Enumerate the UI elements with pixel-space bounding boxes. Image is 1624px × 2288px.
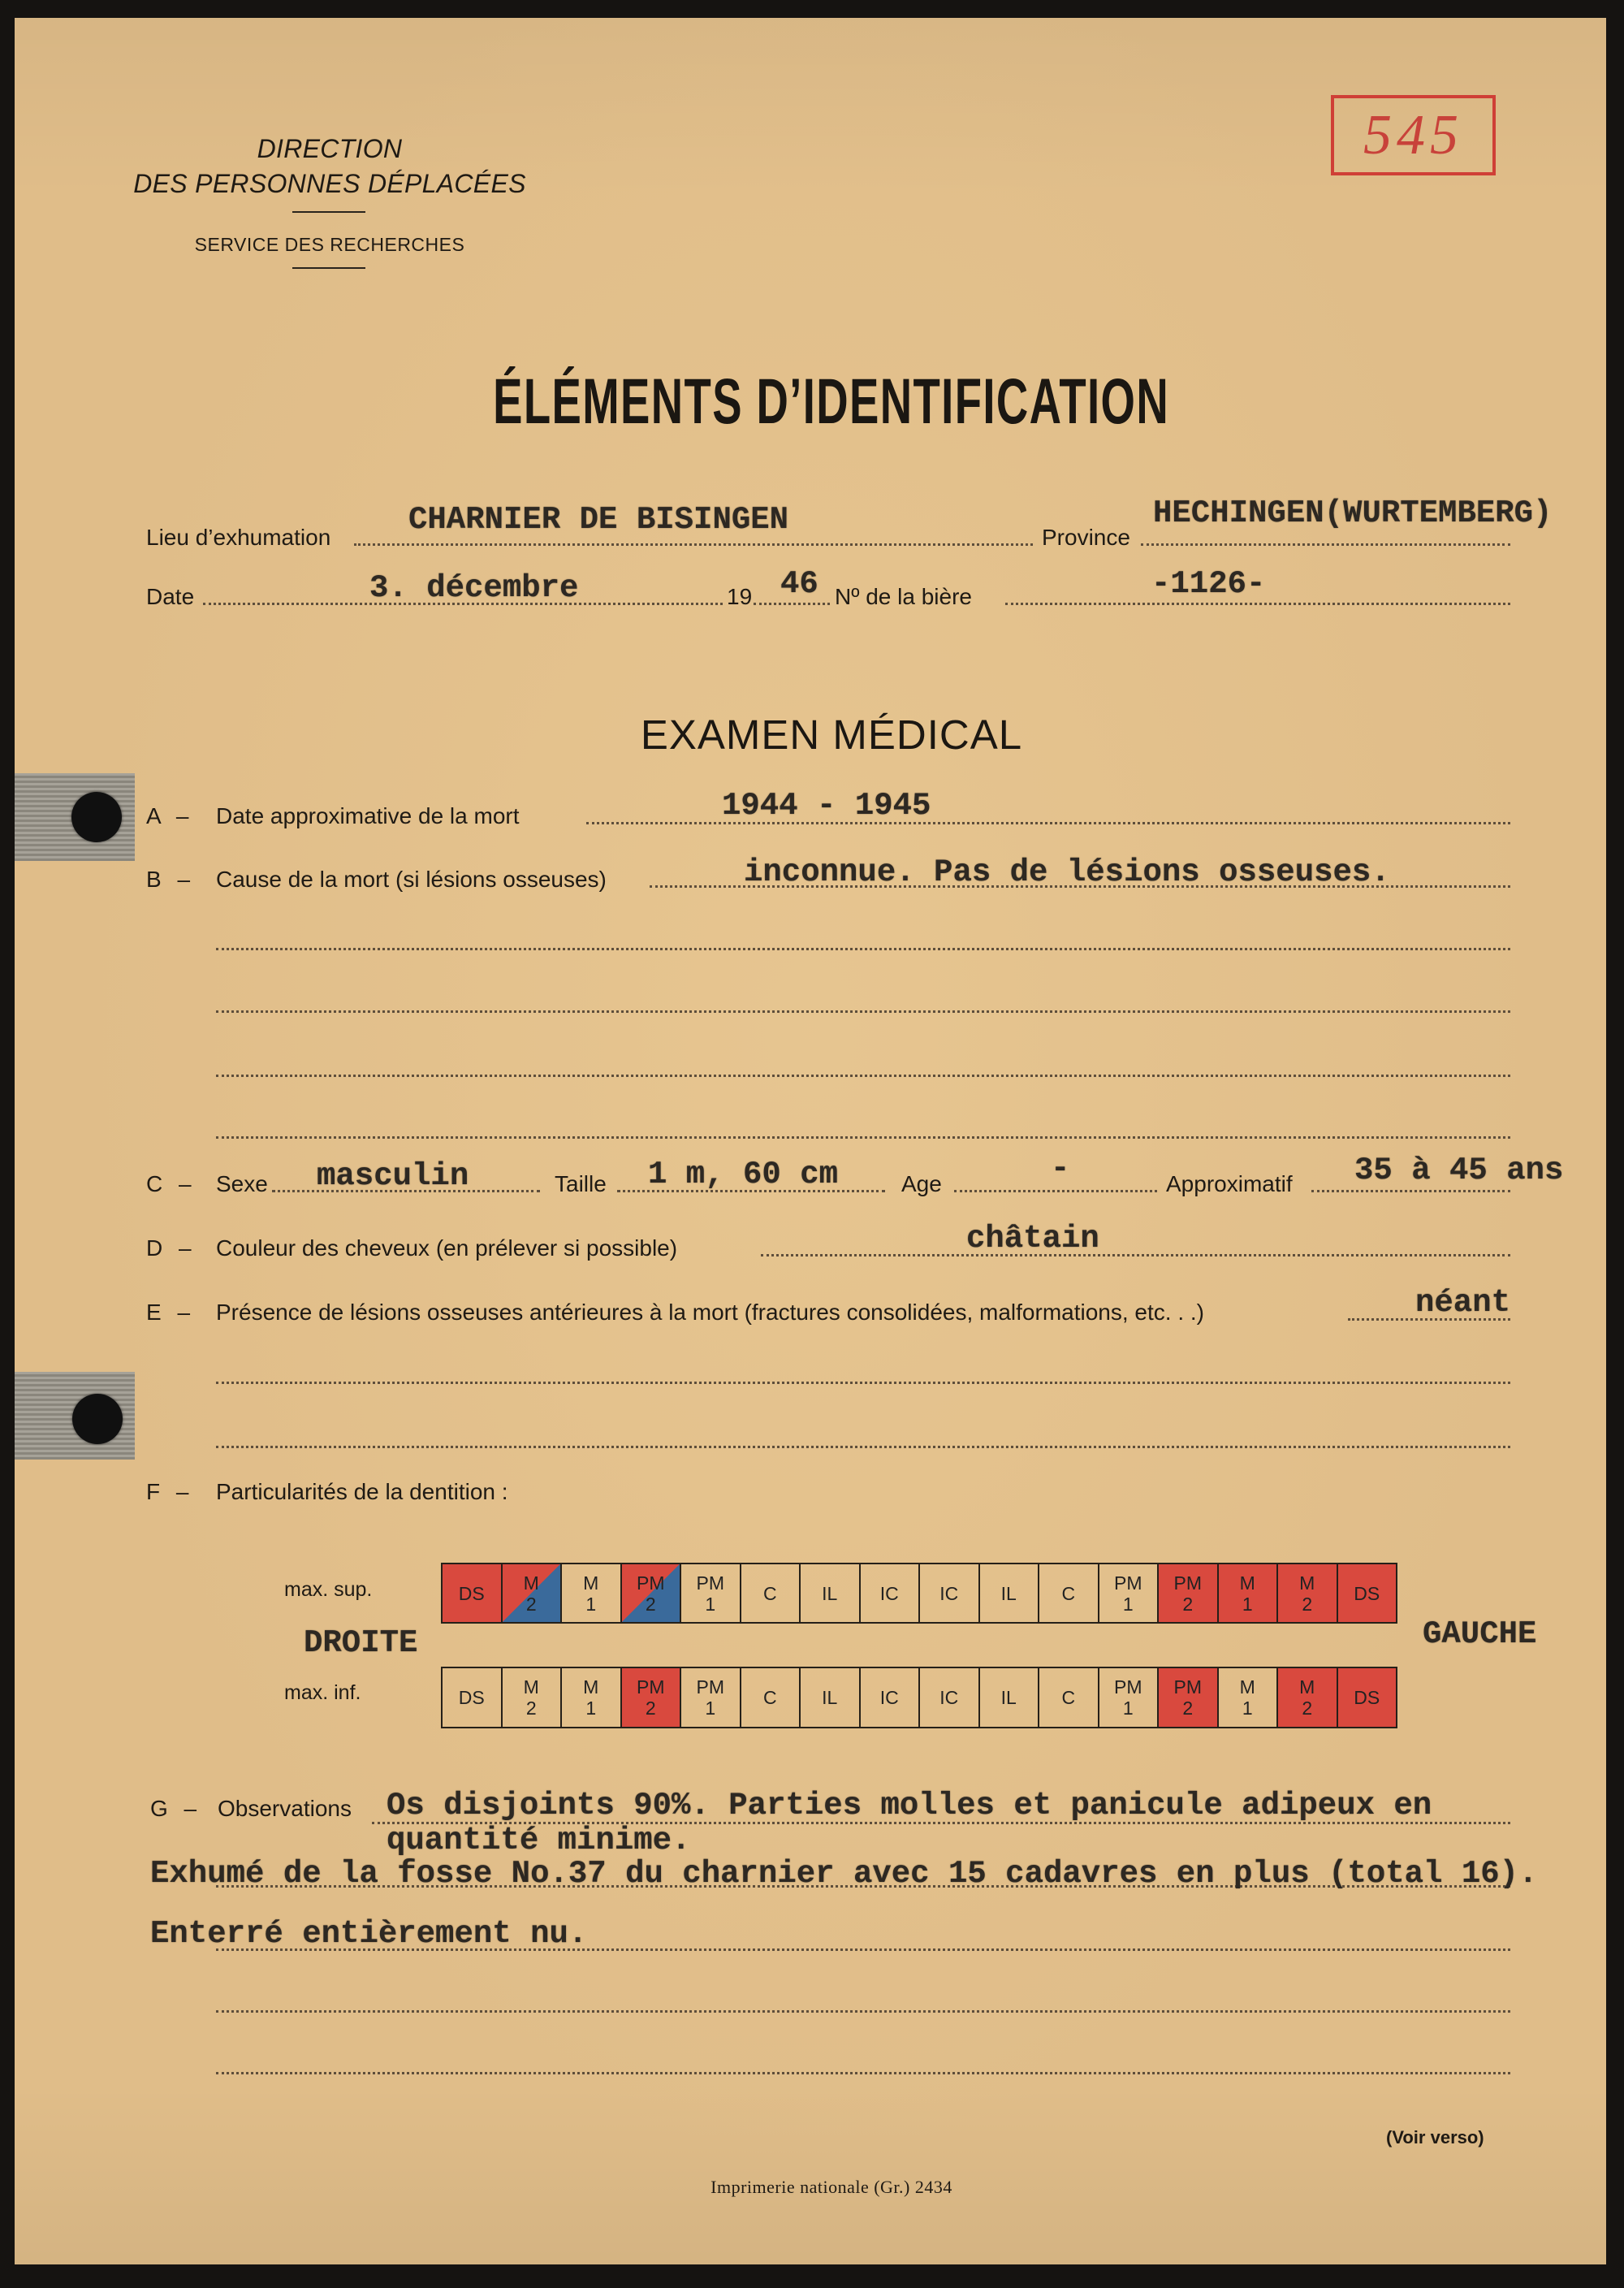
tooth-number: 1 xyxy=(705,1593,716,1615)
province-label: Province xyxy=(1042,525,1130,550)
upper-jaw-label: max. sup. xyxy=(284,1578,373,1601)
tooth-label: M xyxy=(1299,1676,1315,1698)
header-direction: DIRECTION xyxy=(257,134,403,163)
tooth-cell xyxy=(503,1564,563,1622)
page-title: ÉLÉMENTS D’IDENTIFICATION xyxy=(493,365,1170,437)
tooth-cell xyxy=(980,1668,1040,1727)
observation-line: Os disjoints 90%. Parties molles et panicule adipeux en xyxy=(387,1788,1432,1823)
tooth-cell xyxy=(1219,1564,1279,1622)
section-d-value: châtain xyxy=(966,1221,1099,1256)
section-f-prefix: F – xyxy=(146,1479,189,1504)
tooth-label: PM xyxy=(1173,1676,1202,1698)
tooth-label: PM xyxy=(1173,1572,1202,1594)
tooth-label: IC xyxy=(879,1582,899,1604)
section-d-dotted-line xyxy=(761,1254,1510,1256)
tooth-cell xyxy=(622,1564,682,1622)
tooth-label: M xyxy=(583,1572,599,1594)
tooth-cell xyxy=(1338,1668,1398,1727)
tooth-cell xyxy=(741,1564,801,1622)
tooth-label: PM xyxy=(696,1572,724,1594)
tooth-cell xyxy=(1099,1668,1160,1727)
tooth-cell xyxy=(1099,1564,1160,1622)
left-side-label: GAUCHE xyxy=(1423,1616,1537,1652)
tooth-number: 1 xyxy=(1122,1593,1134,1615)
tooth-label: PM xyxy=(1114,1676,1142,1698)
tooth-cell xyxy=(443,1564,503,1622)
dental-chart-lower xyxy=(441,1667,1397,1728)
tooth-cell xyxy=(980,1564,1040,1622)
dental-chart-upper xyxy=(441,1563,1397,1624)
section-g-label: Observations xyxy=(218,1796,352,1821)
observations-dotted-line xyxy=(216,2072,1510,2074)
year-prefix: 19 xyxy=(727,584,753,609)
tooth-label: IL xyxy=(1000,1582,1017,1604)
tooth-cell xyxy=(920,1564,980,1622)
approx-dotted-line xyxy=(1311,1190,1510,1192)
year-dotted-line xyxy=(754,603,830,605)
tooth-label: IC xyxy=(879,1687,899,1708)
tooth-label: PM xyxy=(1114,1572,1142,1594)
tooth-label: C xyxy=(762,1582,777,1604)
province-dotted-line xyxy=(1141,543,1510,546)
height-value: 1 m, 60 cm xyxy=(648,1157,839,1192)
tooth-label: IC xyxy=(939,1687,959,1708)
blank-dotted-line xyxy=(216,1136,1510,1139)
tooth-label: C xyxy=(1061,1582,1076,1604)
tooth-number: 2 xyxy=(1182,1698,1194,1719)
tooth-cell xyxy=(861,1564,921,1622)
tooth-number: 2 xyxy=(525,1698,537,1719)
tooth-label: DS xyxy=(458,1687,485,1708)
tooth-number: 1 xyxy=(1122,1698,1134,1719)
section-d-prefix: D – xyxy=(146,1235,192,1261)
see-back-note: (Voir verso) xyxy=(1386,2127,1484,2147)
tooth-label: M xyxy=(583,1676,599,1698)
tooth-label: M xyxy=(523,1676,539,1698)
tooth-label: IL xyxy=(1000,1687,1017,1708)
tooth-label: PM xyxy=(637,1572,665,1594)
sex-label: Sexe xyxy=(216,1171,268,1196)
tooth-label: PM xyxy=(637,1676,665,1698)
section-b-value: inconnue. Pas de lésions osseuses. xyxy=(744,854,1390,890)
punch-hole-top xyxy=(71,792,122,842)
tooth-cell xyxy=(1219,1668,1279,1727)
blank-dotted-line xyxy=(216,948,1510,950)
file-number: 545 xyxy=(1363,103,1463,167)
tooth-label: DS xyxy=(1354,1687,1380,1708)
date-label: Date xyxy=(146,584,195,609)
tooth-number: 2 xyxy=(1182,1593,1194,1615)
tooth-label: M xyxy=(1299,1572,1315,1594)
blank-dotted-line xyxy=(216,1075,1510,1077)
height-label: Taille xyxy=(555,1171,607,1196)
tooth-cell xyxy=(503,1668,563,1727)
tooth-cell xyxy=(920,1668,980,1727)
tooth-cell xyxy=(1338,1564,1398,1622)
tooth-label: PM xyxy=(696,1676,724,1698)
tooth-cell xyxy=(681,1564,741,1622)
section-f-label: Particularités de la dentition : xyxy=(216,1479,508,1504)
tooth-cell xyxy=(681,1668,741,1727)
age-label: Age xyxy=(901,1171,942,1196)
year-value: 46 xyxy=(780,566,818,602)
tooth-cell xyxy=(801,1668,861,1727)
coffin-label: Nº de la bière xyxy=(835,584,972,609)
printer-imprint: Imprimerie nationale (Gr.) 2434 xyxy=(710,2177,952,2197)
tooth-number: 2 xyxy=(525,1593,537,1615)
tooth-label: M xyxy=(1239,1572,1255,1594)
file-number-box xyxy=(1331,95,1496,175)
section-a-label: Date approximative de la mort xyxy=(216,803,520,828)
tooth-number: 1 xyxy=(1242,1698,1253,1719)
sex-value: masculin xyxy=(317,1158,469,1194)
blank-dotted-line xyxy=(216,1010,1510,1013)
coffin-value: -1126- xyxy=(1151,566,1266,602)
observations-dotted-line xyxy=(216,2010,1510,2013)
age-value: - xyxy=(1051,1151,1070,1187)
place-label: Lieu d’exhumation xyxy=(146,525,331,550)
tooth-cell xyxy=(1039,1564,1099,1622)
observation-line: Enterré entièrement nu. xyxy=(150,1916,588,1952)
tooth-cell xyxy=(622,1668,682,1727)
approx-value: 35 à 45 ans xyxy=(1354,1153,1564,1188)
observation-line: Exhumé de la fosse No.37 du charnier avec 15 cadavres en plus (total 16). xyxy=(150,1856,1538,1892)
province-value: HECHINGEN(WURTEMBERG) xyxy=(1153,495,1553,531)
age-dotted-line xyxy=(954,1190,1157,1192)
tooth-number: 2 xyxy=(645,1593,656,1615)
section-g-prefix: G – xyxy=(150,1796,197,1821)
tooth-cell xyxy=(562,1668,622,1727)
tooth-label: M xyxy=(523,1572,539,1594)
place-dotted-line xyxy=(354,543,1033,546)
header-department: DES PERSONNES DÉPLACÉES xyxy=(133,169,526,198)
tooth-cell xyxy=(1159,1564,1219,1622)
section-e-prefix: E – xyxy=(146,1300,191,1325)
coffin-dotted-line xyxy=(1005,603,1510,605)
punch-hole-bottom xyxy=(72,1394,123,1444)
section-e-label: Présence de lésions osseuses antérieures à la mort (fractures consolidées, malformations, etc. . .) xyxy=(216,1300,1204,1325)
tooth-number: 2 xyxy=(1302,1698,1313,1719)
tooth-label: M xyxy=(1239,1676,1255,1698)
exam-title: EXAMEN MÉDICAL xyxy=(640,711,1023,758)
tooth-number: 1 xyxy=(585,1593,597,1615)
exam-title-wrap xyxy=(0,711,1624,758)
right-side-label: DROITE xyxy=(304,1625,418,1661)
tooth-cell xyxy=(741,1668,801,1727)
observation-line: quantité minime. xyxy=(387,1823,691,1858)
tooth-number: 1 xyxy=(585,1698,597,1719)
approx-label: Approximatif xyxy=(1166,1171,1293,1196)
tooth-label: C xyxy=(1061,1687,1076,1708)
blank-dotted-line xyxy=(216,1382,1510,1384)
tooth-cell xyxy=(1278,1564,1338,1622)
section-e-value: néant xyxy=(1415,1285,1511,1321)
tooth-label: DS xyxy=(458,1582,485,1604)
date-value: 3. décembre xyxy=(369,570,579,606)
tooth-cell xyxy=(443,1668,503,1727)
tooth-label: DS xyxy=(1354,1582,1380,1604)
header-service: SERVICE DES RECHERCHES xyxy=(194,234,465,255)
section-c-prefix: C – xyxy=(146,1171,192,1196)
printer-imprint-wrap xyxy=(0,2178,1624,2197)
header-divider xyxy=(292,267,365,269)
tooth-label: IC xyxy=(939,1582,959,1604)
header-divider xyxy=(292,211,365,213)
tooth-cell xyxy=(861,1668,921,1727)
tooth-number: 2 xyxy=(645,1698,656,1719)
section-b-prefix: B – xyxy=(146,867,191,892)
tooth-label: C xyxy=(762,1687,777,1708)
tooth-cell xyxy=(1159,1668,1219,1727)
blank-dotted-line xyxy=(216,1446,1510,1448)
tooth-cell xyxy=(1039,1668,1099,1727)
tooth-label: IL xyxy=(822,1582,838,1604)
tooth-label: IL xyxy=(822,1687,838,1708)
tooth-cell xyxy=(801,1564,861,1622)
tooth-number: 1 xyxy=(705,1698,716,1719)
tooth-cell xyxy=(1278,1668,1338,1727)
section-a-value: 1944 - 1945 xyxy=(722,788,931,824)
section-a-prefix: A – xyxy=(146,803,189,828)
tooth-number: 1 xyxy=(1242,1593,1253,1615)
tooth-cell xyxy=(562,1564,622,1622)
lower-jaw-label: max. inf. xyxy=(284,1681,361,1704)
tooth-number: 2 xyxy=(1302,1593,1313,1615)
place-value: CHARNIER DE BISINGEN xyxy=(408,502,789,538)
section-d-label: Couleur des cheveux (en prélever si possible) xyxy=(216,1235,678,1261)
page-title-wrap xyxy=(0,365,1624,437)
section-b-label: Cause de la mort (si lésions osseuses) xyxy=(216,867,607,892)
